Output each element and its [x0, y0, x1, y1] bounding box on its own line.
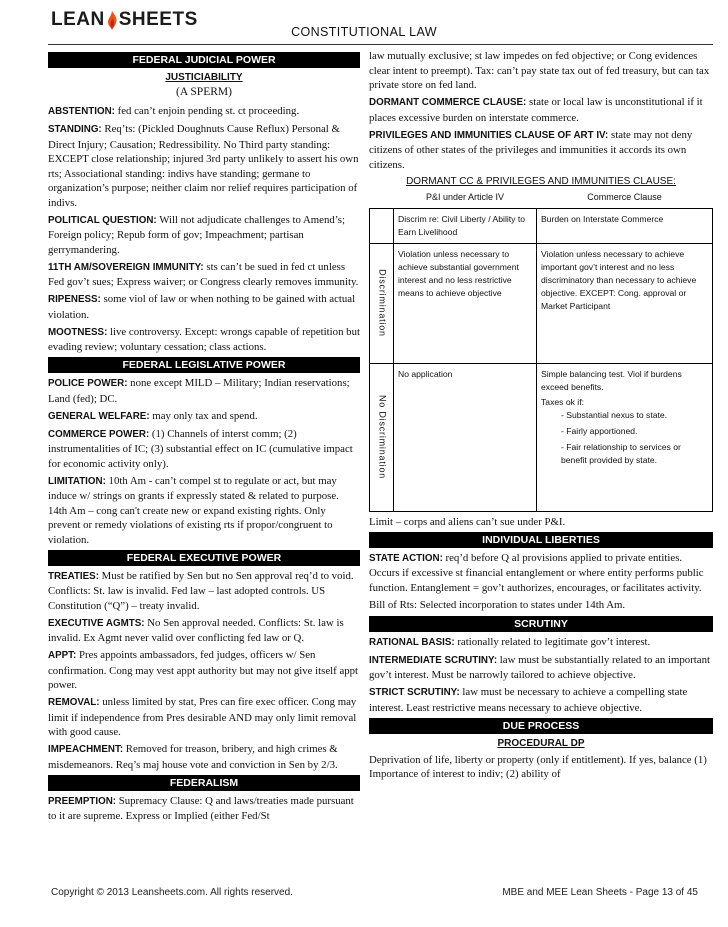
- definition: Bill of Rts: Selected incorporation to states under 14th Am.: [369, 598, 626, 611]
- preemption-continued: law mutually exclusive; st law impedes on fed objective; or Cong evidences clear intent to preempt). Tax: can’t pay state tax out of fed treasury, but can tax private store on fed land.: [369, 50, 710, 91]
- federalism-items: [48, 794, 360, 824]
- definition: No Sen approval needed. Conflicts: St. law is invalid. Ex Agmt never valid over conflicting fed law or Q.: [48, 616, 344, 644]
- balancing-test: Simple balancing test. Viol if burdens exceed benefits.: [541, 368, 682, 392]
- definition: Pres appoints ambassadors, fed judges, officers w/ Sen confirmation. Cong may vest appt authority but may not give itself appt power.: [48, 649, 359, 691]
- term: IMPEACHMENT:: [48, 744, 124, 755]
- list-item: [48, 292, 360, 322]
- right-column: [369, 49, 713, 784]
- definition: req’d before Q al provisions applied to private entities. Occurs if excessive st financial entanglement or where entity performs public function. Entanglement = gov’t authorizes, encourages, or facilitates activity.: [369, 551, 704, 594]
- definition: some viol of law or when nothing to be gained with actual violation.: [48, 293, 356, 321]
- term: GENERAL WELFARE:: [48, 410, 150, 422]
- taxes-lead: Taxes ok if:: [541, 396, 584, 407]
- definition: Must be ratified by Sen but no Sen approval req’d to void. Conflicts: St. law is invalid. Fed law – last adopted controls. US Constitution (“Q”) – treaty invalid.: [48, 569, 354, 612]
- list-item: [48, 376, 360, 406]
- list-item: [48, 794, 360, 824]
- definition: 10th Am - can’t compel st to regulate or act, but may induce w/ strings on grants if expressly stated & related to purpose. 14th Am – cong can't create new or expand existing rights. Only prevent or remedy violations of existing rts if propor/congruent to violation.: [48, 474, 339, 546]
- column-header-commerce: Commerce Clause: [587, 191, 662, 202]
- definition: rationally related to legitimate gov’t interest.: [454, 635, 651, 648]
- table-header-row: [370, 191, 713, 209]
- section-bar-judicial: FEDERAL JUDICIAL POWER: [48, 52, 360, 68]
- table-row: [370, 243, 713, 363]
- list-item: [48, 569, 360, 614]
- subheading-procedural-dp: PROCEDURAL DP: [497, 737, 585, 749]
- list-item: [48, 695, 360, 740]
- legislative-items: [48, 376, 360, 547]
- table-row: [370, 208, 713, 243]
- term: ABSTENTION:: [48, 106, 115, 117]
- row-label-text: No Discrimination: [377, 394, 387, 480]
- definition: law must be necessary to achieve a compelling state interest. Least restrictive means necessary to achieve objective.: [369, 686, 688, 714]
- term: INTERMEDIATE SCRUTINY:: [369, 654, 498, 666]
- dormant-commerce-clause: [369, 95, 713, 125]
- left-column: [48, 50, 360, 826]
- subheading-justiciability: JUSTICIABILITY: [165, 72, 243, 83]
- limit-note: Limit – corps and aliens can’t sue under P&I.: [369, 515, 566, 528]
- definition: may only tax and spend.: [149, 409, 258, 422]
- comparison-table: [369, 191, 713, 512]
- table-title: DORMANT CC & PRIVILEGES AND IMMUNITIES CLAUSE:: [406, 175, 676, 187]
- term: RATIONAL BASIS:: [369, 636, 455, 648]
- row-label-text: Discrimination: [377, 269, 387, 337]
- taxes-item: - Fairly apportioned.: [561, 425, 638, 436]
- list-item: [48, 427, 360, 472]
- list-item: [369, 635, 713, 651]
- list-item: [48, 616, 360, 646]
- term: DORMANT COMMERCE CLAUSE:: [369, 97, 527, 108]
- section-bar-executive: FEDERAL EXECUTIVE POWER: [48, 550, 360, 566]
- section-bar-federalism: FEDERALISM: [48, 775, 360, 791]
- logo-text-left: LEAN: [51, 9, 105, 30]
- table-cell: Discrim re: Civil Liberty / Ability to Earn Livelihood: [394, 208, 537, 243]
- term: LIMITATION:: [48, 475, 106, 487]
- list-item: [369, 598, 713, 614]
- definition: Req’ts: (Pickled Doughnuts Cause Reflux) Personal & Direct Injury; Causation; Redressibility. No Third party standing: EXCEPT close relationship; injured 3rd party unlikely to assert his own rts; Associational standing: indivs have standing; germane to organization’s purpose; neither claim nor relief requires participation of indivs.: [48, 123, 359, 209]
- term: PRIVILEGES AND IMMUNITIES CLAUSE OF ART IV:: [369, 129, 609, 141]
- list-item: [369, 653, 713, 683]
- scrutiny-items: [369, 635, 713, 716]
- term: STRICT SCRUTINY:: [369, 687, 460, 698]
- list-item: [48, 122, 360, 210]
- list-item: [48, 474, 360, 548]
- term: REMOVAL:: [48, 697, 100, 708]
- list-item: [48, 409, 360, 425]
- liberties-items: [369, 551, 713, 614]
- footer-copyright: Copyright © 2013 Leansheets.com. All rights reserved.: [51, 887, 293, 898]
- term: COMMERCE POWER:: [48, 428, 150, 440]
- list-item: [48, 742, 360, 772]
- list-item: [48, 213, 360, 258]
- list-item: [48, 104, 360, 120]
- definition: law must be substantially related to an important gov’t interest. Must be narrowly tailored to achieve objective.: [369, 653, 710, 681]
- table-cell: Violation unless necessary to achieve substantial government interest and no less restrictive means to achieve objective: [394, 243, 537, 363]
- section-bar-liberties: INDIVIDUAL LIBERTIES: [369, 532, 713, 548]
- term: PREEMPTION:: [48, 795, 117, 807]
- term: MOOTNESS:: [48, 326, 108, 338]
- section-bar-legislative: FEDERAL LEGISLATIVE POWER: [48, 357, 360, 373]
- executive-items: [48, 569, 360, 773]
- term: APPT:: [48, 650, 77, 661]
- definition: (1) Channels of interst comm; (2) instrumentalities of IC; (3) substantial effect on IC (cumulative impact for economic activity only).: [48, 427, 353, 470]
- table-corner: [370, 191, 394, 209]
- table-row: [370, 363, 713, 511]
- section-bar-scrutiny: SCRUTINY: [369, 616, 713, 632]
- taxes-item: - Substantial nexus to state.: [561, 409, 668, 420]
- definition: state or local law is unconstitutional if it places excessive burden on interstate commerce.: [369, 96, 703, 124]
- table-cell: Burden on Interstate Commerce: [537, 208, 713, 243]
- term: EXECUTIVE AGMTS:: [48, 617, 145, 629]
- mnemonic: (A SPERM): [176, 86, 232, 98]
- term: RIPENESS:: [48, 294, 101, 305]
- list-item: [369, 551, 713, 596]
- table-side-empty: [370, 208, 394, 243]
- footer-page-number: MBE and MEE Lean Sheets - Page 13 of 45: [502, 887, 698, 898]
- table-cell: No application: [394, 363, 537, 511]
- judicial-items: [48, 104, 360, 355]
- row-label-no-discrimination: [370, 363, 394, 511]
- term: 11TH AM/SOVEREIGN IMMUNITY:: [48, 261, 204, 273]
- list-item: [369, 685, 713, 715]
- list-item: [48, 260, 360, 290]
- definition: fed can’t enjoin pending st. ct proceeding.: [114, 105, 300, 117]
- term: STANDING:: [48, 124, 102, 135]
- document-title: CONSTITUTIONAL LAW: [291, 25, 437, 39]
- definition: unless limited by stat, Pres can fire exec officer. Cong may limit if independence from Pres desirable AND may only limit removal with good cause.: [48, 696, 357, 738]
- term: POLICE POWER:: [48, 378, 128, 389]
- privileges-immunities-clause: [369, 128, 713, 173]
- definition: sts can’t be sued in fed ct unless Fed gov’t sues; Express waiver; or Congress clearly removes immunity.: [48, 260, 359, 288]
- list-item: [48, 648, 360, 693]
- definition: state may not deny citizens of other states of the privileges and immunities it accords its own citizens.: [369, 128, 693, 171]
- definition: live controversy. Except: wrongs capable of repetition but evading review; voluntary cessation; class actions.: [48, 325, 360, 353]
- definition: none except MILD – Military; Indian reservations; Land (fed); DC.: [48, 377, 350, 405]
- term: TREATIES:: [48, 570, 99, 582]
- taxes-item: - Fair relationship to services or benefit provided by state.: [561, 441, 681, 465]
- list-item: [48, 325, 360, 355]
- section-bar-due-process: DUE PROCESS: [369, 718, 713, 734]
- term: STATE ACTION:: [369, 552, 443, 564]
- row-label-discrimination: [370, 243, 394, 363]
- header-divider: [48, 44, 713, 45]
- logo-text-right: SHEETS: [118, 9, 198, 30]
- table-cell-taxes: [537, 363, 713, 511]
- table-cell: Violation unless necessary to achieve important gov’t interest and no less discriminatory than necessary to achieve objective. EXCEPT: Cong. approval or Market Participant: [537, 243, 713, 363]
- column-header-pi: P&I under Article IV: [425, 191, 505, 202]
- definition: Will not adjudicate challenges to Amend’s; Foreign policy; Repub form of gov; Impeachment; partisan gerrymandering.: [48, 213, 345, 256]
- definition: Supremacy Clause: Q and laws/treaties made pursuant to it are supreme. Express or Implied (either Fed/St: [48, 794, 354, 822]
- definition: Removed for treason, bribery, and high crimes & misdemeanors. Req’s maj house vote and conviction in Sen by 2/3.: [48, 743, 338, 771]
- procedural-dp-text: Deprivation of life, liberty or property (only if entitlement). If yes, balance (1) Importance of interest to indiv; (2) ability of: [369, 753, 707, 780]
- term: POLITICAL QUESTION:: [48, 214, 157, 226]
